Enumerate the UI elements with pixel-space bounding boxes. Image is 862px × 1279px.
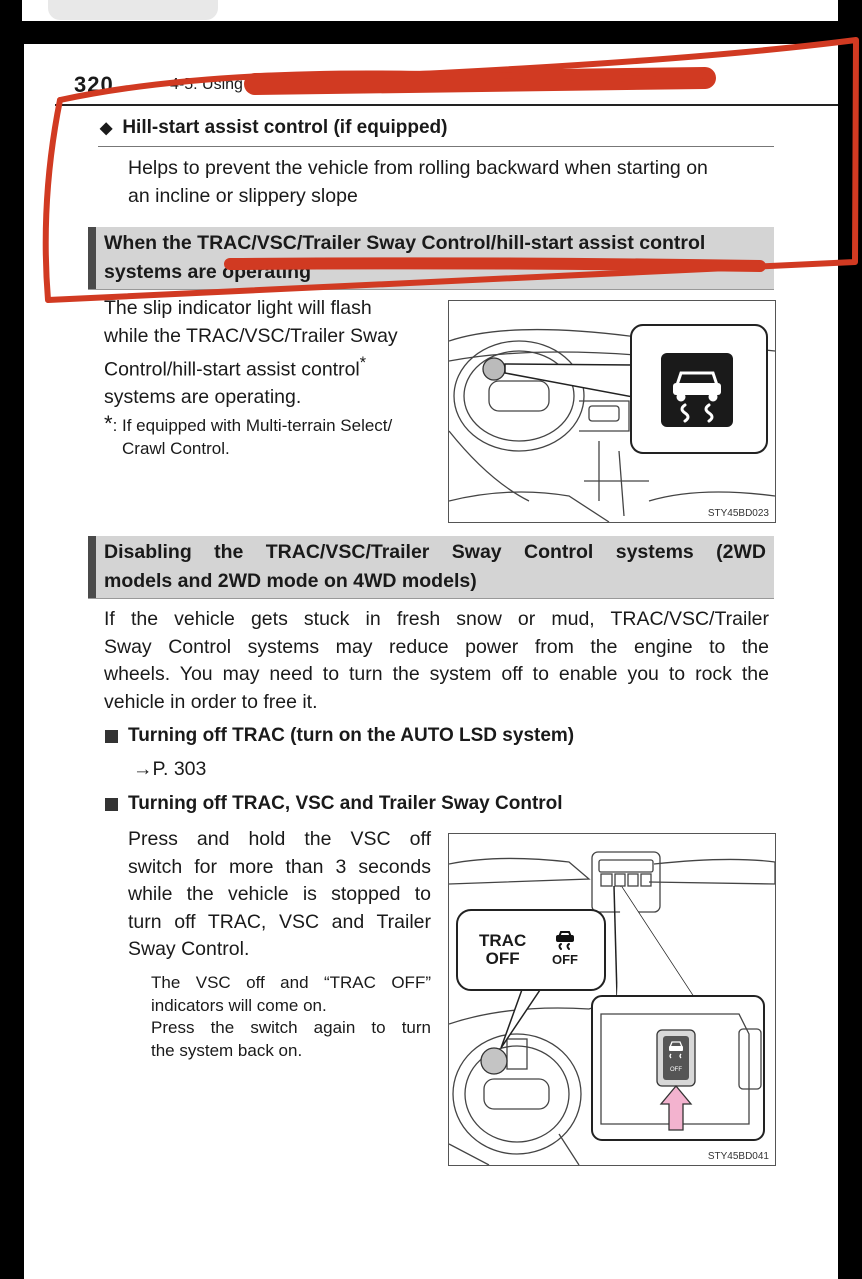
heading-line: systems are operating [104,261,312,283]
vsc-off-label: OFF [552,952,578,967]
indicator-highlight [483,358,505,380]
footnote-mark: * [104,411,113,436]
asterisk: * [359,354,367,372]
square-bullet-icon [105,730,118,743]
instruction-line: Press and hold the VSC off [128,828,431,850]
hill-start-line: Helps to prevent the vehicle from rolling backward when starting on [128,157,708,179]
text-span: Control/hill-start assist control [104,358,360,381]
instruction-line: Sway Control. [128,938,250,960]
instruction-line: while the vehicle is stopped to [128,883,431,905]
item-2-note [151,972,431,1062]
instruction-line: turn off TRAC, VSC and Trailer [128,910,431,933]
footnote [104,413,439,460]
para-line: Sway Control systems may reduce power from the engine to the [104,635,769,658]
page-number: 320 [74,72,114,97]
indicator-highlight [481,1048,507,1074]
operating-section-heading [88,227,774,289]
note-line: the system back on. [151,1040,303,1060]
square-bullet-icon [105,798,118,811]
figure-code: STY45BD041 [707,1151,769,1162]
heading-line: Disabling the TRAC/VSC/Trailer Sway Control systems (2WD [104,541,766,563]
address-pill[interactable] [48,0,218,20]
heading-rule [88,289,774,290]
section-title: 4-5. Using the driving support systems [170,76,443,93]
heading-line: When the TRAC/VSC/Trailer Sway Control/hill-start assist control [104,232,706,254]
figure-code: STY45BD023 [707,508,769,519]
dashboard-illustration [449,301,775,522]
note-line: The VSC off and “TRAC OFF” [151,973,431,992]
item-1-title: Turning off TRAC (turn on the AUTO LSD system) [128,725,575,746]
footnote-text: : If equipped with Multi-terrain Select/ [112,416,393,435]
switch-off-label: OFF [670,1067,682,1073]
para-line: vehicle in order to free it. [104,690,318,713]
footnote-line [104,413,439,438]
vsc-off-switch-figure [448,833,776,1166]
item-2-instructions [128,826,431,964]
item-1-heading [105,725,574,747]
heading-rule [88,598,774,599]
para-line: If the vehicle gets stuck in fresh snow or mud, TRAC/VSC/Trailer [104,608,769,630]
heading-line: models and 2WD mode on 4WD models) [104,570,477,592]
page-reference-link[interactable]: →P. 303 [133,758,207,780]
operating-text [104,295,431,412]
footnote-line: Crawl Control. [122,438,230,458]
off-label: OFF [485,949,520,968]
note-line: Press the switch again to turn [151,1018,431,1037]
text-line [104,350,431,384]
dashboard-switch-illustration [449,834,775,1165]
item-2-heading [105,793,563,815]
disabling-section-heading [88,536,774,598]
text-line: systems are operating. [104,386,302,408]
hill-start-heading [100,117,447,139]
subheading-rule [98,146,774,147]
hill-start-line: an incline or slippery slope [128,184,358,207]
text-line: while the TRAC/VSC/Trailer Sway [104,324,398,347]
hill-start-title: Hill-start assist control (if equipped) [122,117,448,138]
vsc-off-indicator [547,929,583,967]
item-2-title: Turning off TRAC, VSC and Trailer Sway Control [128,793,563,814]
instruction-line: switch for more than 3 seconds [128,855,431,878]
hill-start-body [128,155,778,210]
slip-indicator-figure [448,300,776,523]
disabling-paragraph [104,606,769,716]
text-line: The slip indicator light will flash [104,297,372,319]
header-rule [55,104,838,106]
slip-indicator-icon [553,929,577,951]
diamond-bullet-icon: ◆ [100,120,113,137]
trac-off-indicator [479,932,526,968]
trac-label: TRAC [479,931,527,950]
note-line: indicators will come on. [151,995,327,1015]
para-line: wheels. You may need to turn the system off to enable you to rock the [104,663,769,685]
